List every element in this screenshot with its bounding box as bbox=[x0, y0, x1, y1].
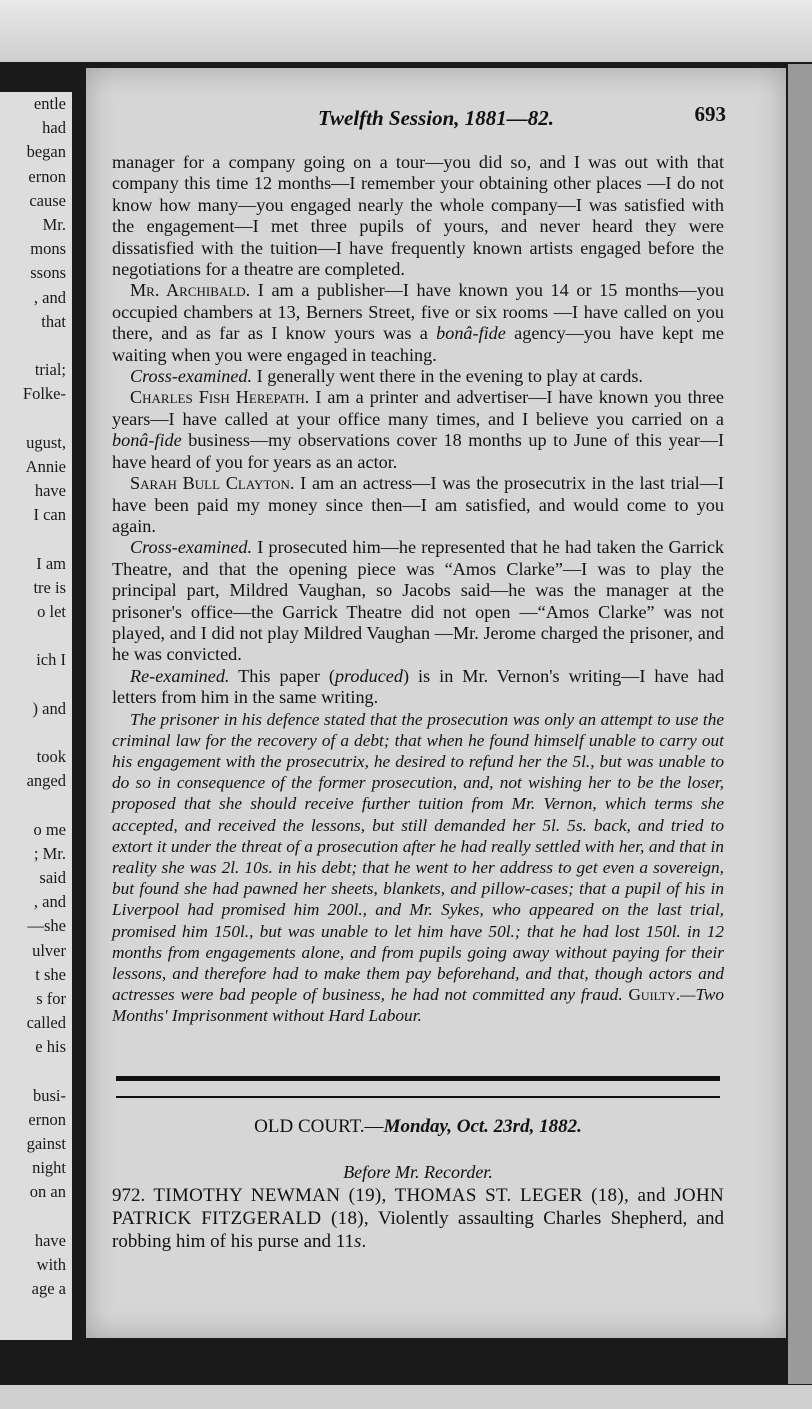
testimony-text: I am a printer and advertiser—I have known you three years—I have called at your office many times, and I believe you carried on a bbox=[112, 387, 724, 429]
page-body bbox=[112, 152, 724, 1027]
fragment-line: called bbox=[26, 1013, 66, 1033]
fragment-line: I can bbox=[33, 505, 66, 525]
running-title: Twelfth Session, 1881—82. bbox=[317, 106, 555, 130]
prisoner-defence bbox=[112, 709, 724, 1027]
fragment-line: took bbox=[36, 747, 66, 767]
fragment-line bbox=[0, 673, 72, 697]
cross-examination bbox=[112, 366, 724, 387]
fragment-line: had bbox=[42, 118, 66, 138]
witness-name: Charles Fish Herepath. bbox=[130, 387, 310, 408]
fragment-line: that bbox=[41, 311, 66, 331]
court-date: Monday, Oct. 23rd, 1882. bbox=[383, 1116, 582, 1137]
fragment-line: ich I bbox=[36, 650, 66, 670]
defendant-names: TIMOTHY NEWMAN (19), THOMAS ST. LEGER (18), and JOHN PATRICK FITZGERALD (18), bbox=[112, 1185, 725, 1229]
fragment-line: anged bbox=[26, 771, 66, 791]
fragment-line: gainst bbox=[26, 1134, 66, 1154]
testimony-text: I generally went there in the evening to play at cards. bbox=[252, 366, 643, 387]
testimony-text: business—my observations cover 18 months up to June of this year—I have heard of you for years as an actor. bbox=[112, 430, 724, 472]
charge-text: Violently assaulting Charles Shepherd, and robbing him of his purse and 11 bbox=[112, 1208, 724, 1252]
witness-name: Mr. Archibald. bbox=[130, 280, 251, 301]
fragment-line: , and bbox=[33, 892, 66, 912]
fragment-line: have bbox=[34, 481, 66, 500]
fragment-line: ugust, bbox=[26, 432, 66, 452]
italic-term: produced bbox=[334, 665, 403, 686]
document-page bbox=[86, 68, 786, 1338]
testimony-text: I am an actress—I was the prosecutrix in the last trial—I have been paid my money since then—I am satisfied, and would come to you again. bbox=[112, 473, 724, 536]
court-name: OLD COURT.— bbox=[254, 1116, 384, 1137]
fragment-line: o let bbox=[37, 601, 66, 621]
charge-unit: s bbox=[354, 1231, 362, 1252]
fragment-line: Mr. bbox=[42, 214, 66, 234]
testimony-text: agency—you have kept me waiting when you were engaged in teaching. bbox=[112, 323, 724, 365]
fragment-line: ssons bbox=[30, 263, 66, 283]
fragment-line bbox=[0, 334, 72, 358]
fragment-line: ernon bbox=[28, 1109, 66, 1129]
paragraph bbox=[112, 152, 724, 280]
fragment-line: on an bbox=[29, 1182, 66, 1202]
fragment-line: Folke- bbox=[22, 384, 66, 404]
fragment-line: cause bbox=[29, 190, 66, 210]
defence-text: The prisoner in his defence stated that the prosecution was only an attempt to use the criminal law for the recovery of a debt; that when he found himself unable to carry out his engagement with the prosecutrix, he desired to refund her the 5l., but was unable to do so in consequence of the former prosecution, and, not wishing her to be the loser, proposed that she should receive further tuition from Mr. Vernon, which terms she accepted, and received the lessons, but still demanded her 5l. 5s. back, and tried to extort it under the threat of a prosecution after he had really settled with her, and that in reality she was 2l. 10s. in his debt; that he went to her address to get even a sovereign, but found she had pawned her sheets, blankets, and pillow-cases; that a pupil of his in Liverpool had promised him 200l., and Mr. Sykes, who appeared on the last trial, promised him 150l., but was unable to let him have 50l.; that he had lost 150l. in 12 months from engagements alone, and from pupils going away without paying for their lessons, and therefore had to make them pay beforehand, and that, though actors and actresses were bad people of business, he had not committed any fraud. bbox=[112, 709, 724, 1005]
judge-line: Before Mr. Recorder. bbox=[343, 1162, 493, 1182]
cross-examination bbox=[112, 537, 724, 665]
page-header bbox=[86, 68, 786, 130]
fragment-line: o me bbox=[33, 819, 66, 839]
witness-name: Sarah Bull Clayton. bbox=[130, 473, 295, 494]
adjacent-page-fragment bbox=[0, 92, 72, 1340]
re-examination bbox=[112, 666, 724, 709]
witness-herepath bbox=[112, 387, 724, 473]
fragment-line: have bbox=[34, 1230, 66, 1250]
fragment-line: , and bbox=[33, 287, 66, 307]
fragment-line: busi- bbox=[33, 1085, 66, 1105]
italic-term: bonâ-fide bbox=[436, 323, 506, 344]
fragment-line: ) and bbox=[32, 698, 66, 718]
fragment-line: entle bbox=[33, 94, 66, 113]
fragment-line: trial; bbox=[34, 360, 66, 380]
verdict-label: Guilty. bbox=[628, 985, 681, 1005]
fragment-line: Annie bbox=[25, 456, 66, 476]
testimony-text: I am a publisher—I have known you 14 or 15 months—you occupied chambers at 13, Berners Street, five or six rooms —I have called on you there, and as far as I know yours was a bbox=[112, 280, 724, 344]
page-edge-shadow bbox=[788, 64, 812, 1384]
cross-examined-label: Cross-examined. bbox=[130, 537, 253, 558]
testimony-text: ) is in Mr. Vernon's writing—I have had letters from him in the same writing. bbox=[112, 665, 724, 708]
charge-end: . bbox=[361, 1231, 367, 1252]
testimony-text: I prosecuted him—he represented that he had taken the Garrick Theatre, and that the opening piece was “Amos Clarke”—I was to play the principal part, Mildred Vaughan, so Jacobs said—he was the manager at the prisoner's office—the Garrick Theatre did not open —“Amos Clarke” was not played, and I did not play Mildred Vaughan —Mr. Jerome charged the prisoner, and he was convicted. bbox=[112, 537, 724, 665]
fragment-line bbox=[0, 721, 72, 745]
court-heading bbox=[116, 1116, 720, 1138]
case-entry bbox=[112, 1184, 724, 1253]
section-rule-thick bbox=[116, 1076, 720, 1081]
cross-examined-label: Cross-examined. bbox=[130, 366, 253, 387]
fragment-line: ernon bbox=[28, 166, 66, 186]
top-film-strip bbox=[0, 0, 812, 62]
fragment-line: t she bbox=[35, 964, 66, 984]
fragment-line: —she bbox=[27, 916, 66, 936]
fragment-line: said bbox=[39, 868, 66, 887]
page-number: 693 bbox=[694, 102, 726, 126]
fragment-line: tre is bbox=[33, 577, 66, 597]
fragment-line bbox=[0, 406, 72, 430]
case-number: 972. bbox=[112, 1185, 146, 1206]
fragment-line: mons bbox=[30, 239, 66, 259]
fragment-line: ulver bbox=[32, 940, 66, 960]
sentence-text: —Two Months' Imprisonment without Hard Labour. bbox=[112, 985, 724, 1026]
bottom-film-strip bbox=[0, 1385, 812, 1409]
fragment-line: night bbox=[32, 1158, 66, 1178]
fragment-line: began bbox=[26, 142, 66, 162]
paragraph-text: manager for a company going on a tour—you did so, and I was out with that company this time 12 months—I remember your obtaining other places —I do not know how many—you engaged nearly the whole company—I was satisfied with the engagement—I met three pupils of yours, and never heard they were dissatisfied with the tuition—I have frequently known artists engaged before the negotiations for a theatre are completed. bbox=[112, 152, 724, 280]
fragment-line: ; Mr. bbox=[33, 843, 66, 863]
fragment-line: s for bbox=[36, 988, 66, 1008]
testimony-text: This paper ( bbox=[229, 665, 335, 686]
witness-archibald bbox=[112, 280, 724, 366]
fragment-line bbox=[0, 527, 72, 551]
italic-term: bonâ-fide bbox=[112, 430, 182, 451]
witness-clayton bbox=[112, 473, 724, 537]
re-examined-label: Re-examined. bbox=[130, 665, 230, 686]
fragment-line bbox=[0, 624, 72, 648]
fragment-line bbox=[0, 1060, 72, 1084]
fragment-line bbox=[0, 793, 72, 817]
section-rule-thin bbox=[116, 1096, 720, 1098]
fragment-line: I am bbox=[36, 553, 66, 573]
fragment-line: e his bbox=[35, 1037, 66, 1057]
fragment-line: with bbox=[36, 1255, 66, 1274]
fragment-line: age a bbox=[31, 1279, 66, 1299]
fragment-line bbox=[0, 1205, 72, 1229]
